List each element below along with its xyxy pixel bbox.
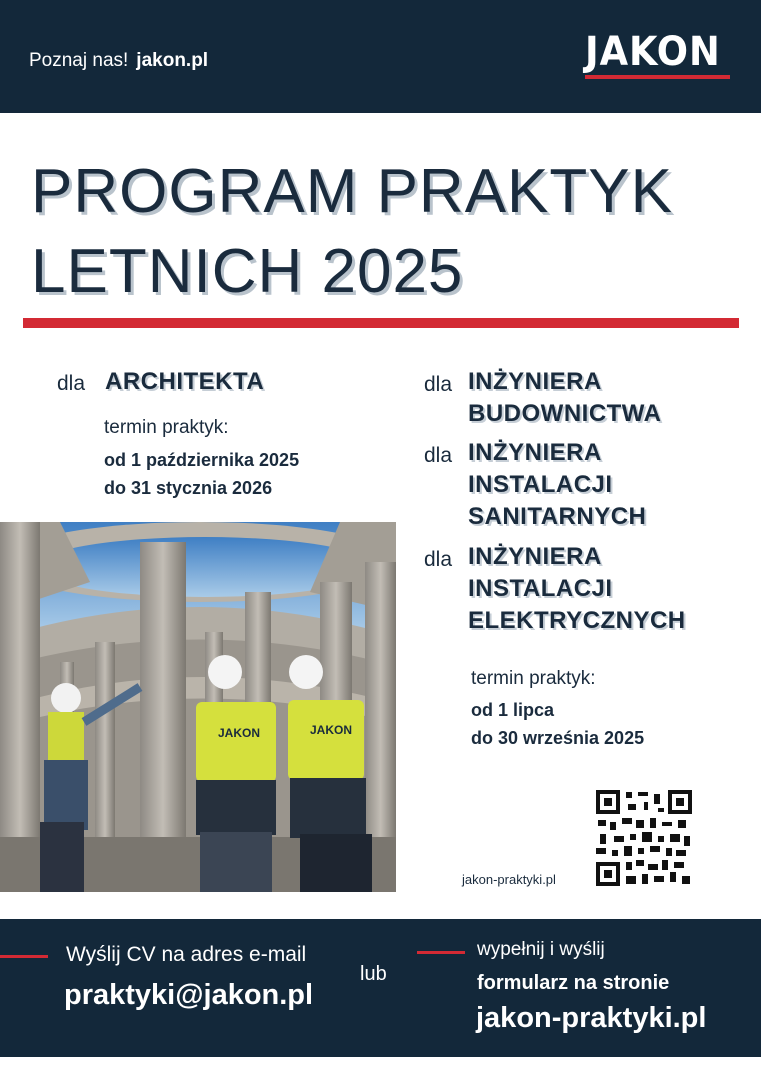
fill-send-text: wypełnij i wyślij (477, 939, 605, 960)
logo-underline (585, 75, 730, 79)
title-line-1: PROGRAM PRAKTYK (31, 157, 673, 226)
vest-logo: JAKON (218, 726, 261, 740)
role-inzyniera-elektrycznych (468, 541, 686, 637)
term-from: od 1 lipca (471, 700, 555, 720)
title-line-2: LETNICH 2025 (31, 237, 464, 306)
role-line: INSTALACJI (468, 575, 613, 602)
footer-dash-left (0, 955, 48, 958)
role-line: SANITARNYCH (468, 503, 647, 530)
role-line: INŻYNIERA (468, 439, 602, 466)
dla-label: dla (424, 373, 453, 396)
footer-dash-right (417, 951, 465, 954)
construction-site-photo (0, 522, 396, 892)
term-dates (104, 446, 299, 502)
term-to: do 30 września 2025 (471, 728, 645, 748)
website-link[interactable]: jakon-praktyki.pl (476, 1002, 707, 1034)
term-label: termin praktyk: (104, 417, 229, 438)
term-dates (471, 696, 644, 752)
vest-logo: JAKON (310, 723, 353, 737)
term-from: od 1 października 2025 (104, 450, 300, 470)
role-line: INŻYNIERA (468, 543, 602, 570)
header-bar (0, 0, 761, 113)
role-line: BUDOWNICTWA (468, 400, 662, 427)
role-inzyniera-sanitarnych (468, 437, 646, 533)
qr-label: jakon-praktyki.pl (462, 872, 556, 887)
dla-label: dla (424, 548, 453, 571)
email-address[interactable]: praktyki@jakon.pl (64, 979, 314, 1011)
page-title (31, 152, 673, 312)
or-text: lub (360, 963, 387, 985)
footer-bar (0, 919, 761, 1057)
form-text: formularz na stronie (477, 972, 670, 994)
site-link[interactable]: jakon.pl (136, 50, 209, 71)
logo-text: JAKON (585, 29, 721, 75)
role-line: INSTALACJI (468, 471, 613, 498)
term-to: do 31 stycznia 2026 (104, 478, 273, 498)
qr-code[interactable] (596, 790, 692, 886)
intro-text: Poznaj nas! (29, 50, 129, 71)
role-line: INŻYNIERA (468, 368, 602, 395)
role-inzyniera-budownictwa (468, 366, 661, 430)
term-label: termin praktyk: (471, 668, 596, 689)
role-line: ELEKTRYCZNYCH (468, 607, 686, 634)
role-architekta: ARCHITEKTA (105, 368, 265, 395)
dla-label: dla (57, 372, 86, 395)
dla-label: dla (424, 444, 453, 467)
header-intro (29, 50, 208, 72)
send-cv-text: Wyślij CV na adres e-mail (66, 943, 307, 966)
jakon-logo (585, 29, 730, 80)
title-divider (23, 318, 739, 328)
